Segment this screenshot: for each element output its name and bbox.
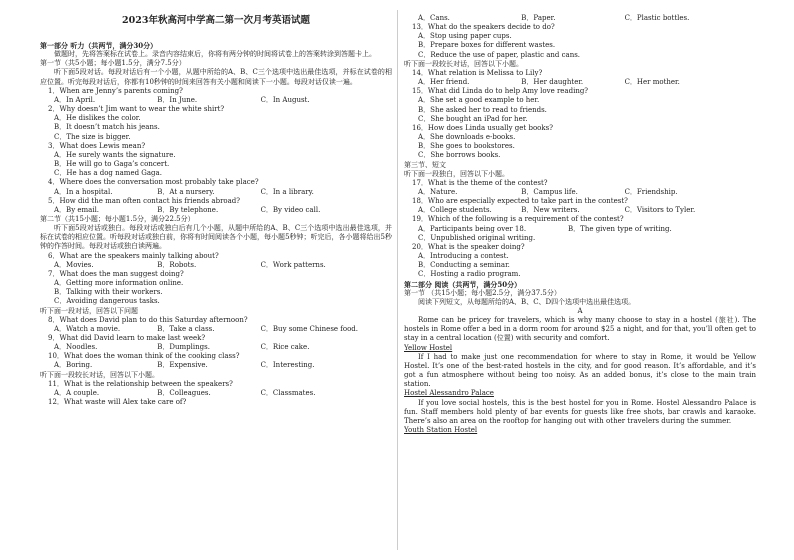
option-c[interactable]: C．Her mother. [624,78,680,87]
passage-paragraph-3: If you love social hostels, this is the best hostel for you in Rome. Hostel Alessandro Palace is fun. Staff members hold plenty of bar events for guests like free shots, bar crawls and karaoke. There’s also an area on the rooftop for hanging out with other travelers during the summer. [404,398,756,425]
question-list-2 [40,252,392,307]
option-c[interactable]: C．She borrows books. [418,151,501,160]
options-row [40,389,392,398]
sec1-intro: 听下面5段对话。每段对话后有一个小题，从题中所给的A、B、C三个选项中选出最佳选项，并标在试卷的相应位置。听完每段对话后，你都有10秒钟的时间来回答有关小题和阅读下一小题。每段对话仅读一遍。 [40,68,392,86]
hint-10: 听下面一段独白，回答以下小题。 [404,169,509,178]
option-a[interactable]: A．A couple. [54,388,100,397]
option-a[interactable]: A．She downloads e-books. [418,133,516,142]
option-b[interactable]: B．Robots. [157,260,197,269]
column-divider [397,10,398,550]
option-c[interactable]: C．By video call. [260,205,321,214]
sec2-intro: 听下面5段对话或独白。每段对话或独白后有几个小题，从题中所给的A、B、C三个选项中选出最佳选项，并标在试卷的相应位置。听每段对话或独白前，你将有时间阅读各个小题，每小题5秒钟；听完后，各小题将给出5秒钟的作答时间。每段对话或独白读两遍。 [40,224,392,251]
question-stem: 10．What does the woman think of the cooking class? [48,352,240,361]
question-stem: 11．What is the relationship between the speakers? [48,379,233,388]
question-19-option-c[interactable]: C．Unpublished original writing. [418,233,536,242]
option-a[interactable]: A．Boring. [54,361,93,370]
options-row [404,206,756,215]
options-row [40,188,392,197]
option-b[interactable]: B．Dumplings. [157,343,210,352]
option-b[interactable]: B．At a nursery. [157,187,215,196]
question-list-6 [404,69,756,161]
option-a[interactable]: A．Watch a movie. [54,324,121,333]
question-stem: 3．What does Lewis mean? [48,141,146,150]
right-column [404,14,756,435]
question-stem: 1．When are Jenny’s parents coming? [48,86,183,95]
question-stem: 8．What does David plan to do this Saturday afternoon? [48,315,248,324]
option-c[interactable]: C．In August. [260,95,310,104]
option-c[interactable]: C．She bought an iPad for her. [418,114,528,123]
question-list-7 [404,179,756,216]
option-a[interactable]: A．He dislikes the color. [54,114,141,123]
passage-paragraph-2: If I had to make just one recommendation for where to stay in Rome, it would be Yellow Hostel. It’s one of the best-rated hostels in the city, and for good reason. It’s affordable, and it’s got a fun atmosphere without being too noisy. As an added bonus, it’s close to the main train station. [404,352,756,389]
sec1-heading: 第一节（共5小题；每小题1.5分，满分7.5分） [40,59,186,68]
question-list-4 [40,380,392,407]
option-b[interactable]: B．Take a class. [157,324,215,333]
question-20-option-a[interactable]: A．Introducing a contest. [418,252,509,261]
option-b[interactable]: B．In June. [157,95,198,104]
option-b[interactable]: B．He will go to Gaga’s concert. [54,160,170,169]
option-b[interactable]: B．Talking with their workers. [54,288,163,297]
option-a[interactable]: A．Getting more information online. [54,279,184,288]
part2-sec1-heading: 第一节 （共15小题；每小题2.5分，满分37.5分） [404,288,561,297]
question-stem: 12．What waste will Alex take care of? [48,398,187,407]
question-19: 19．Which of the following is a requirement of the contest? [412,215,624,224]
question-stem: 2．Why doesn’t Jim want to wear the white shirt? [48,105,225,114]
option-c[interactable]: C．Reduce the use of paper, plastic and cans. [418,50,581,59]
hint-8: 听下面一段较长对话，回答以下小题。 [40,370,159,379]
option-b[interactable]: B．She asked her to read to friends. [418,105,547,114]
question-stem: 4．Where does the conversation most probably take place? [48,178,259,187]
hint-7: 听下面一段对话，回答以下问题 [40,306,138,315]
sec2-heading: 第二节（共15小题；每小题1.5分，满分22.5分） [40,214,195,223]
option-a[interactable]: A．In April. [54,95,96,104]
question-20-option-b[interactable]: B．Conducting a seminar. [418,261,510,270]
hint-9: 听下面一段较长对话，回答以下小题。 [404,59,523,68]
question-stem: 18．Who are especially expected to take part in the contest? [412,197,628,206]
question-stem: 5．How did the man often contact his friends abroad? [48,196,241,205]
passage-label: A [577,307,583,315]
option-a[interactable]: A．Nature. [418,187,458,196]
question-list-5 [404,14,756,60]
option-c[interactable]: C．In a library. [260,187,314,196]
question-20-option-c[interactable]: C．Hosting a radio program. [418,270,521,279]
options-row [404,188,756,197]
option-b[interactable]: B．Campus life. [521,187,578,196]
option-c[interactable]: C．Avoiding dangerous tasks. [54,297,160,306]
question-list-1 [40,87,392,215]
question-stem: 16．How does Linda usually get books? [412,123,553,132]
option-a[interactable]: A．She set a good example to her. [418,96,540,105]
option-a[interactable]: A．College students. [418,206,492,215]
option-a[interactable]: A．He surely wants the signature. [54,150,176,159]
question-stem: 17．What is the theme of the contest? [412,178,548,187]
option-a[interactable]: A．Cans. [418,14,450,22]
question-stem: 14．What relation is Melissa to Lily? [412,68,543,77]
option-a[interactable]: A．Movies. [54,260,94,269]
question-stem: 7．What does the man suggest doing? [48,269,184,278]
sec3-heading: 第三节、短文 [404,160,446,169]
passage-paragraph-1: Rome can be pricey for travelers, which is why many choose to stay in a hostel (旅社). The hostels in Rome offer a bed in a dorm room for around $25 a night, and for that, you’ll often get to stay in a central location (位置) with security and comfort. [404,316,756,343]
passage-heading-yellow-hostel: Yellow Hostel [404,343,453,352]
question-19-option-a[interactable]: A．Participants being over 18. [418,224,527,233]
option-c[interactable]: C．He has a dog named Gaga. [54,169,162,178]
option-c[interactable]: C．Interesting. [260,361,315,370]
question-stem: 15．What did Linda do to help Amy love reading? [412,87,589,96]
option-c[interactable]: C．The size is bigger. [54,132,131,141]
option-c[interactable]: C．Friendship. [624,187,678,196]
option-a[interactable]: A．By email. [54,205,100,214]
options-row [40,343,392,352]
page-title: 2023年秋高河中学高二第一次月考英语试题 [122,15,310,26]
option-b[interactable]: B．Paper. [521,14,556,22]
options-row [40,261,392,270]
question-20: 20．What is the speaker doing? [412,242,525,251]
options-row [404,78,756,87]
question-stem: 9．What did David learn to make last week? [48,334,206,342]
option-c[interactable]: C．Rice cake. [260,343,310,352]
option-b[interactable]: B．She goes to bookstores. [418,142,515,151]
option-b[interactable]: B．New writers. [521,206,580,215]
left-column [40,14,392,407]
option-b[interactable]: B．Colleagues. [157,388,211,397]
passage-heading-alessandro: Hostel Alessandro Palace [404,389,494,398]
question-stem: 6．What are the speakers mainly talking about? [48,251,219,260]
part2-heading: 第二部分 阅读（共两节，满分50分） [404,279,522,289]
part2-sec1-intro: 阅读下列短文，从每题所给的A、B、C、D四个选项中选出最佳选项。 [418,297,636,306]
option-c[interactable]: C．Visitors to Tyler. [624,206,696,215]
option-a[interactable]: A．Stop using paper cups. [418,32,512,41]
options-row [40,96,392,105]
options-row [40,361,392,370]
part1-heading: 第一部分 听力（共两节，满分30分） [40,41,158,50]
option-c[interactable]: C．Plastic bottles. [624,14,690,22]
part1-intro: 做题时，先将答案标在试卷上。录音内容结束后，你将有两分钟的时间将试卷上的答案转涂到答题卡上。 [54,50,376,59]
question-list-3 [40,316,392,371]
option-b[interactable]: B．Prepare boxes for different wastes. [418,41,556,50]
question-19-options-row1 [404,225,756,234]
option-b[interactable]: B．Expensive. [157,361,208,370]
option-c[interactable]: C．Classmates. [260,388,316,397]
options-row [40,206,392,215]
passage-heading-youth-station: Youth Station Hostel [404,426,478,435]
option-c[interactable]: C．Work patterns. [260,260,326,269]
question-stem: 13．What do the speakers decide to do? [412,23,555,32]
option-b[interactable]: B．Her daughter. [521,78,584,87]
option-b[interactable]: B．It doesn’t match his jeans. [54,123,160,132]
options-row [404,14,756,23]
option-a[interactable]: A．In a hospital. [54,187,113,196]
option-a[interactable]: A．Her friend. [418,78,470,87]
option-b[interactable]: B．By telephone. [157,205,219,214]
option-a[interactable]: A．Noodles. [54,343,98,352]
option-c[interactable]: C．Buy some Chinese food. [260,324,359,333]
options-row [40,325,392,334]
question-19-option-b[interactable]: B．The given type of writing. [568,224,672,233]
